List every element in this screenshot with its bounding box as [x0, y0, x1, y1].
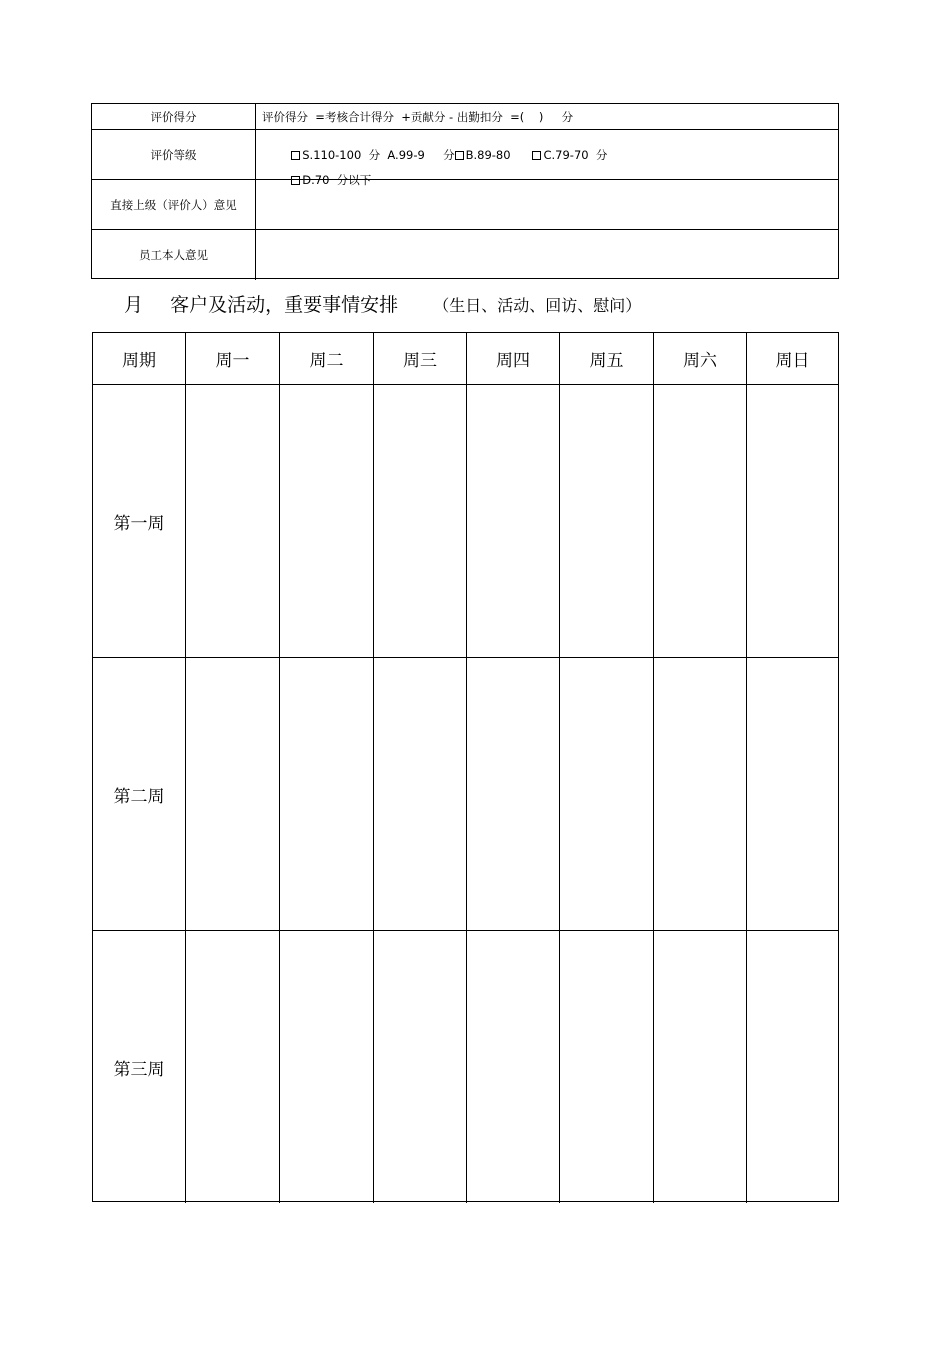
grade-row	[92, 130, 838, 187]
score-formula: 评价得分 =考核合计得分 +贡献分 - 出勤扣分 =( ) 分	[262, 110, 574, 124]
month-label: 月	[124, 294, 144, 316]
grade-label: 评价等级	[92, 130, 256, 179]
employee-row	[92, 230, 838, 280]
grade-c-checkbox[interactable]	[532, 151, 541, 160]
schedule-cell[interactable]	[747, 931, 838, 1203]
score-row	[92, 104, 838, 130]
schedule-cell[interactable]	[747, 658, 838, 930]
header-cell-sat: 周六	[654, 333, 747, 384]
score-value	[262, 104, 834, 129]
schedule-cell[interactable]	[280, 658, 374, 930]
supervisor-row	[92, 180, 838, 230]
schedule-cell[interactable]	[654, 931, 747, 1203]
schedule-cell[interactable]	[374, 658, 467, 930]
schedule-cell[interactable]	[186, 931, 280, 1203]
week-label-3: 第三周	[93, 931, 186, 1203]
grade-s-a-option: S.110-100 分 A.99-9 分	[302, 148, 455, 162]
schedule-cell[interactable]	[280, 385, 374, 657]
header-cell-period: 周期	[93, 333, 186, 384]
schedule-cell[interactable]	[560, 931, 654, 1203]
grade-b-checkbox[interactable]	[455, 151, 464, 160]
supervisor-label: 直接上级（评价人）意见	[92, 180, 256, 229]
schedule-cell[interactable]	[654, 385, 747, 657]
schedule-cell[interactable]	[560, 385, 654, 657]
schedule-cell[interactable]	[560, 658, 654, 930]
week-label-2: 第二周	[93, 658, 186, 930]
schedule-cell[interactable]	[186, 385, 280, 657]
header-cell-sun: 周日	[775, 351, 810, 371]
header-cell-thu: 周四	[467, 333, 560, 384]
schedule-cell[interactable]	[654, 658, 747, 930]
schedule-cell[interactable]	[186, 658, 280, 930]
week-label-1: 第一周	[93, 385, 186, 657]
grade-options	[262, 130, 834, 187]
header-cell-fri: 周五	[560, 333, 654, 384]
grade-c-option: C.79-70 分	[543, 148, 608, 162]
schedule-subtitle: （生日、活动、回访、慰问）	[433, 296, 642, 315]
schedule-table	[92, 332, 839, 1202]
week-row-1	[93, 385, 838, 658]
header-cell-tue: 周二	[280, 333, 374, 384]
schedule-cell[interactable]	[467, 385, 560, 657]
schedule-cell[interactable]	[467, 931, 560, 1203]
header-cell-mon: 周一	[186, 333, 280, 384]
schedule-title: 客户及活动，重要事情安排	[170, 294, 399, 316]
schedule-heading	[124, 290, 641, 320]
grade-d-option: D.70 分以下	[302, 173, 372, 187]
employee-label: 员工本人意见	[92, 230, 256, 280]
score-label: 评价得分	[92, 104, 256, 129]
schedule-cell[interactable]	[374, 385, 467, 657]
schedule-cell[interactable]	[374, 931, 467, 1203]
grade-b-option: B.89-80	[465, 148, 533, 162]
schedule-cell[interactable]	[280, 931, 374, 1203]
evaluation-table	[91, 103, 839, 279]
employee-opinion-field[interactable]	[262, 230, 834, 280]
week-row-3	[93, 931, 838, 1203]
header-cell-wed: 周三	[374, 333, 467, 384]
supervisor-opinion-field[interactable]	[262, 180, 834, 229]
week-row-2	[93, 658, 838, 931]
schedule-header-row	[93, 333, 838, 385]
schedule-cell[interactable]	[747, 385, 838, 657]
schedule-cell[interactable]	[467, 658, 560, 930]
